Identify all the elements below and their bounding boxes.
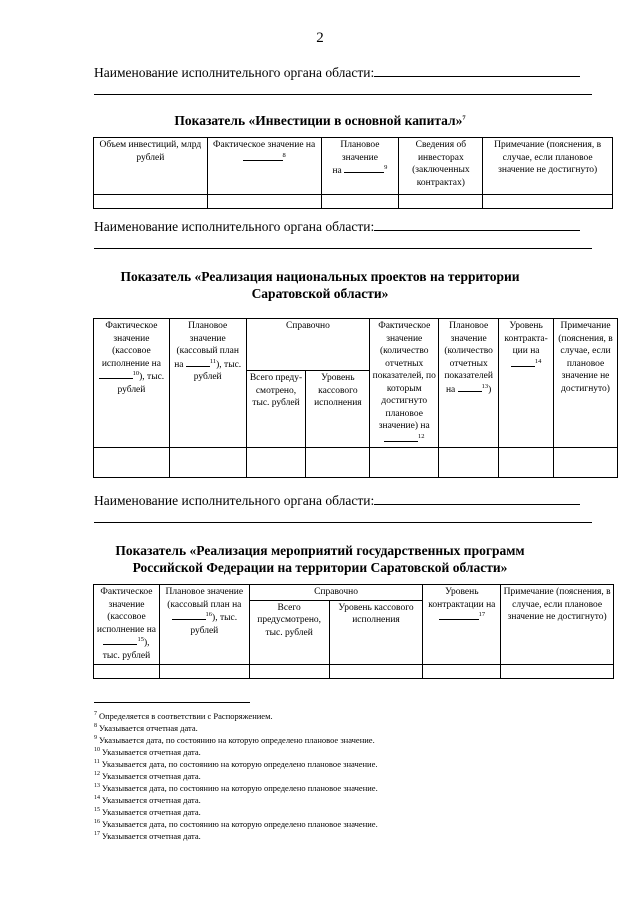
date-blank[interactable] — [511, 358, 535, 367]
header-cash-execution-level: Уровень кассового исполнения — [329, 600, 423, 664]
header-investment-volume: Объем инвестиций, млрд рублей — [94, 138, 208, 195]
footnote: $^{10}$ Указывается отчетная дата. — [94, 747, 201, 757]
date-blank[interactable] — [243, 152, 283, 161]
header-total-planned: Всего преду-смотрено, тыс. рублей — [246, 371, 306, 448]
header-contracting-level: Уровень контрактации на $^{17}$ — [423, 585, 501, 665]
table-cell[interactable] — [246, 448, 306, 478]
header-cash-execution-level: Уровень кассового исполнения — [306, 371, 370, 448]
footnote: $^{11}$ Указывается дата, по состоянию на которую определено плановое значение. — [94, 759, 378, 769]
footnote: $^9$ Указывается дата, по состоянию на которую определено плановое значение. — [94, 735, 375, 745]
footnote: $^8$ Указывается отчетная дата. — [94, 723, 198, 733]
header-total-planned: Всего предусмотрено, тыс. рублей — [249, 600, 329, 664]
footnote: $^{15}$ Указывается отчетная дата. — [94, 807, 201, 817]
date-blank[interactable] — [103, 636, 137, 645]
org-name-line[interactable] — [94, 248, 592, 249]
date-blank[interactable] — [458, 383, 482, 392]
table-cell[interactable] — [207, 195, 321, 209]
date-blank[interactable] — [384, 433, 418, 442]
header-planned-value: Плановое значение на $^9$ — [321, 138, 399, 195]
header-planned-value: Плановое значение (кассовый план на $^{11}$), тыс. рублей — [169, 319, 246, 448]
header-reference: Справочно — [249, 585, 423, 601]
table-cell[interactable] — [329, 664, 423, 678]
org-name-field-3[interactable] — [94, 492, 580, 509]
state-programs-table — [93, 584, 614, 679]
table-cell[interactable] — [94, 664, 160, 678]
date-blank[interactable] — [186, 358, 210, 367]
header-actual-count: Фактическое значение (количество отчетных показателей, по которым достигнуто плановое значение) на $^{12}$ — [370, 319, 439, 448]
table-cell[interactable] — [249, 664, 329, 678]
table-cell[interactable] — [306, 448, 370, 478]
header-actual-value: Фактическое значение (кассовое исполнение на $^{15}$), тыс. рублей — [94, 585, 160, 665]
date-blank[interactable] — [439, 611, 479, 620]
header-note: Примечание (пояснения, в случае, если плановое значение не достигнуто) — [501, 585, 614, 665]
org-label: Наименование исполнительного органа области: — [94, 219, 375, 234]
footnote-separator — [94, 702, 250, 703]
footnotes — [94, 710, 378, 842]
header-note: Примечание (пояснения, в случае, если плановое значение не достигнуто) — [554, 319, 618, 448]
table-cell[interactable] — [483, 195, 613, 209]
table-cell[interactable] — [499, 448, 554, 478]
footnote: $^{13}$ Указывается дата, по состоянию на которую определено плановое значение. — [94, 783, 378, 793]
org-label: Наименование исполнительного органа области: — [94, 65, 375, 80]
header-actual-value: Фактическое значение (кассовое исполнение на $^{10}$), тыс. рублей — [94, 319, 170, 448]
org-name-blank[interactable] — [374, 64, 580, 77]
table-cell[interactable] — [501, 664, 614, 678]
footnote: $^{16}$ Указывается дата, по состоянию на которую определено плановое значение. — [94, 819, 378, 829]
header-actual-value: Фактическое значение на $^8$ — [207, 138, 321, 195]
date-blank[interactable] — [344, 164, 384, 173]
section-1-title: Показатель «Инвестиции в основной капитал»$^7$ — [174, 113, 466, 128]
table-cell[interactable] — [321, 195, 399, 209]
header-contracting-level: Уровень контракта-ции на $^{14}$ — [499, 319, 554, 448]
org-name-line[interactable] — [94, 94, 592, 95]
org-name-field-1[interactable] — [94, 64, 580, 81]
footnote: $^7$ Определяется в соответствии с Распоряжением. — [94, 711, 273, 721]
table-cell[interactable] — [423, 664, 501, 678]
header-planned-count: Плановое значение (количество отчетных показателей на $^{13}$) — [439, 319, 499, 448]
header-planned-value: Плановое значение (кассовый план на $^{16}$), тыс. рублей — [159, 585, 249, 665]
table-cell[interactable] — [94, 195, 208, 209]
header-note: Примечание (пояснения, в случае, если плановое значение не достигнуто) — [483, 138, 613, 195]
org-label: Наименование исполнительного органа области: — [94, 493, 375, 508]
org-name-field-2[interactable] — [94, 218, 580, 235]
page-number: 2 — [316, 30, 324, 46]
footnote: $^{14}$ Указывается отчетная дата. — [94, 795, 201, 805]
table-cell[interactable] — [159, 664, 249, 678]
section-2-title: Показатель «Реализация национальных проектов на территории Саратовской области» — [120, 269, 520, 301]
date-blank[interactable] — [172, 611, 206, 620]
header-investors-info: Сведения об инвесторах (заключенных контрактах) — [399, 138, 483, 195]
org-name-line[interactable] — [94, 522, 592, 523]
org-name-blank[interactable] — [374, 492, 580, 505]
date-blank[interactable] — [99, 370, 133, 379]
table-cell[interactable] — [370, 448, 439, 478]
footnote: $^{12}$ Указывается отчетная дата. — [94, 771, 201, 781]
table-cell[interactable] — [439, 448, 499, 478]
section-3-title: Показатель «Реализация мероприятий государственных программ Российской Федерации на территории Саратовской области» — [115, 543, 525, 575]
table-cell[interactable] — [554, 448, 618, 478]
footnote: $^{17}$ Указывается отчетная дата. — [94, 831, 201, 841]
table-cell[interactable] — [94, 448, 170, 478]
investment-table — [93, 137, 613, 209]
table-cell[interactable] — [169, 448, 246, 478]
header-reference: Справочно — [246, 319, 370, 371]
table-cell[interactable] — [399, 195, 483, 209]
org-name-blank[interactable] — [374, 218, 580, 231]
national-projects-table — [93, 318, 618, 478]
